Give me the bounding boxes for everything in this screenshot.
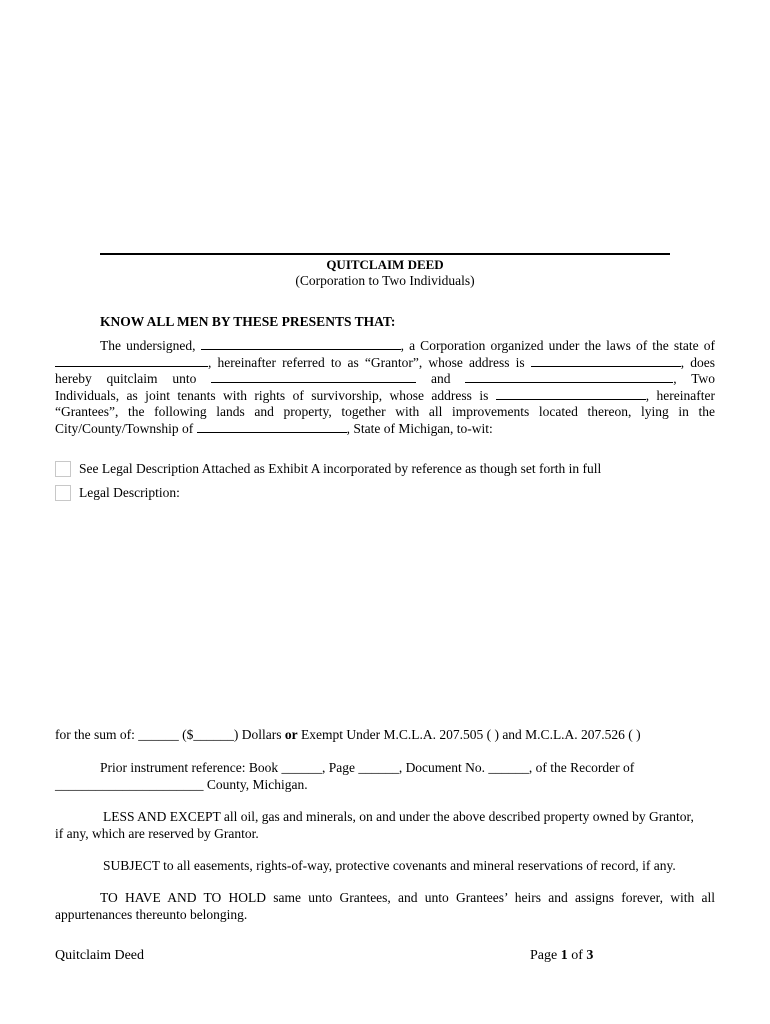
exhibit-checkbox[interactable] [55, 461, 71, 477]
body-text: , State of Michigan, to-wit: [346, 420, 493, 436]
less-except-line-1: LESS AND EXCEPT all oil, gas and minerals, on and under the above described property owned by Grantor, [103, 809, 694, 824]
body-text: and [430, 371, 451, 386]
grantee-2-blank[interactable] [465, 371, 673, 383]
grantee-address-blank[interactable] [496, 388, 646, 400]
body-text: , Two [673, 371, 716, 386]
habendum-line-2: appurtenances thereunto belonging. [55, 906, 248, 922]
body-text: hereby quitclaim unto [55, 371, 197, 386]
consideration-text: for the sum of: ______ ($______) Dollars [55, 727, 282, 742]
body-text: , hereinafter referred to as “Grantor”, whose address is [208, 354, 525, 370]
habendum-paragraph [55, 890, 715, 923]
grant-paragraph [55, 338, 715, 437]
page-total: 3 [586, 948, 594, 963]
consideration-line [55, 727, 715, 744]
exhibit-option-label: See Legal Description Attached as Exhibit A incorporated by reference as though set forth in full [79, 461, 602, 476]
grantee-1-blank[interactable] [211, 371, 416, 383]
page-current: 1 [560, 948, 568, 963]
consideration-or: or [284, 727, 298, 742]
prior-instrument-paragraph [55, 760, 715, 793]
legal-description-label: Legal Description: [79, 485, 180, 500]
page-word: Page [530, 948, 558, 963]
body-text: The undersigned, [100, 338, 196, 353]
title-rule [100, 253, 670, 255]
legal-description-checkbox[interactable] [55, 485, 71, 501]
exemption-text: Exempt Under M.C.L.A. 207.505 ( ) and M.C.L.A. 207.526 ( ) [300, 727, 641, 742]
footer-page-number [530, 948, 593, 964]
habendum-line-1: TO HAVE AND TO HOLD same unto Grantees, and unto Grantees’ heirs and assigns forever, with all [100, 890, 715, 905]
state-blank[interactable] [55, 355, 208, 367]
body-text: , does [680, 354, 715, 370]
exhibit-option[interactable] [55, 461, 601, 477]
prior-instrument-line-1: Prior instrument reference: Book ______, Page ______, Document No. ______, of the Recorder of [100, 760, 635, 775]
body-text: “Grantees”, the following lands and property, together with all improvements located thereon, lying in the [55, 404, 715, 419]
of-word: of [571, 948, 583, 963]
document-title: QUITCLAIM DEED [326, 257, 444, 272]
body-text: , hereinafter [645, 387, 715, 403]
body-text: City/County/Township of [55, 420, 194, 436]
footer-doc-name: Quitclaim Deed [55, 948, 145, 963]
less-except-paragraph [55, 809, 715, 842]
body-text: Individuals, as joint tenants with rights of survivorship, whose address is [55, 387, 489, 403]
less-except-line-2: if any, which are reserved by Grantor. [55, 825, 259, 841]
subject-paragraph [55, 858, 715, 875]
opening-heading: KNOW ALL MEN BY THESE PRESENTS THAT: [100, 314, 396, 329]
city-county-blank[interactable] [197, 421, 347, 433]
legal-description-option[interactable] [55, 485, 180, 501]
body-text: , a Corporation organized under the laws of the state of [400, 338, 715, 353]
grantor-address-blank[interactable] [531, 355, 681, 367]
prior-instrument-line-2: ______________________ County, Michigan. [55, 776, 308, 792]
subject-line: SUBJECT to all easements, rights-of-way, protective covenants and mineral reservations of record, if any. [103, 858, 676, 873]
document-subtitle: (Corporation to Two Individuals) [295, 273, 475, 288]
corporation-name-blank[interactable] [201, 338, 401, 350]
